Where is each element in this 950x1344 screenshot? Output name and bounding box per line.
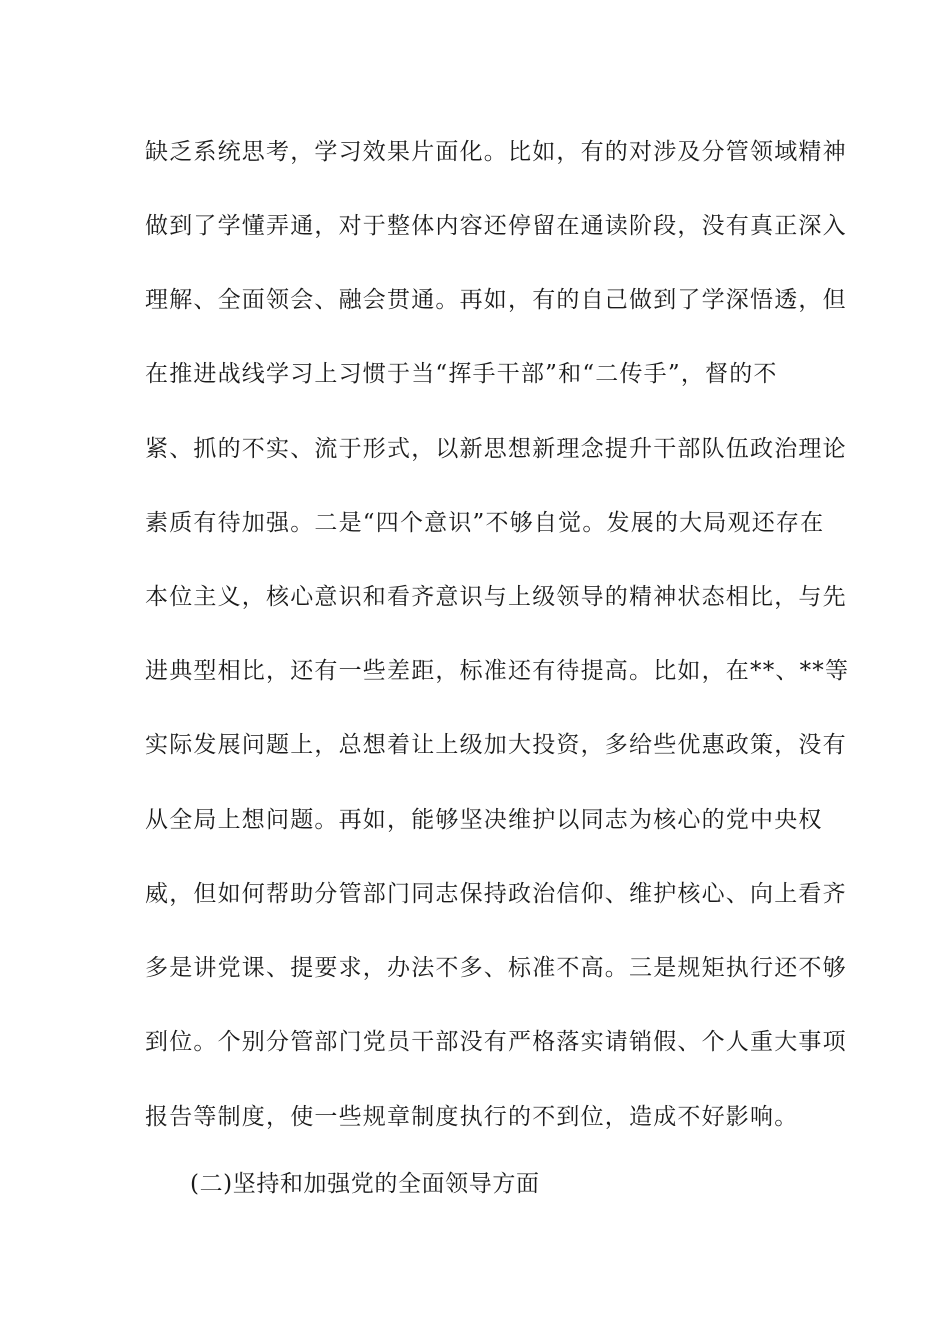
body-text-line: 多是讲党课、提要求，办法不多、标准不高。三是规矩执行还不够 bbox=[145, 955, 847, 981]
body-text-line: 进典型相比，还有一些差距，标准还有待提高。比如，在**、**等 bbox=[145, 658, 850, 684]
body-text-line: 威，但如何帮助分管部门同志保持政治信仰、维护核心、向上看齐 bbox=[145, 881, 847, 907]
body-text-line: 理解、全面领会、融会贯通。再如，有的自己做到了学深悟透，但 bbox=[145, 287, 847, 313]
body-text-line: 到位。个别分管部门党员干部没有严格落实请销假、个人重大事项 bbox=[145, 1029, 847, 1055]
body-text-line: 实际发展问题上，总想着让上级加大投资，多给些优惠政策，没有 bbox=[145, 732, 847, 758]
body-text-line: 在推进战线学习上习惯于当“挥手干部”和“二传手”，督的不 bbox=[145, 361, 778, 387]
body-text-line: 缺乏系统思考，学习效果片面化。比如，有的对涉及分管领域精神 bbox=[145, 139, 847, 165]
body-text-line: 紧、抓的不实、流于形式，以新思想新理念提升干部队伍政治理论 bbox=[145, 436, 847, 462]
body-text-line: 本位主义，核心意识和看齐意识与上级领导的精神状态相比，与先 bbox=[145, 584, 847, 610]
body-text-line: 做到了学懂弄通，对于整体内容还停留在通读阶段，没有真正深入 bbox=[145, 213, 847, 239]
body-text-line: 报告等制度，使一些规章制度执行的不到位，造成不好影响。 bbox=[145, 1104, 799, 1130]
body-text-line: 素质有待加强。二是“四个意识”不够自觉。发展的大局观还存在 bbox=[145, 510, 825, 536]
section-heading: (二)坚持和加强党的全面领导方面 bbox=[190, 1171, 540, 1197]
body-text-line: 从全局上想问题。再如，能够坚决维护以同志为核心的党中央权 bbox=[145, 807, 823, 833]
